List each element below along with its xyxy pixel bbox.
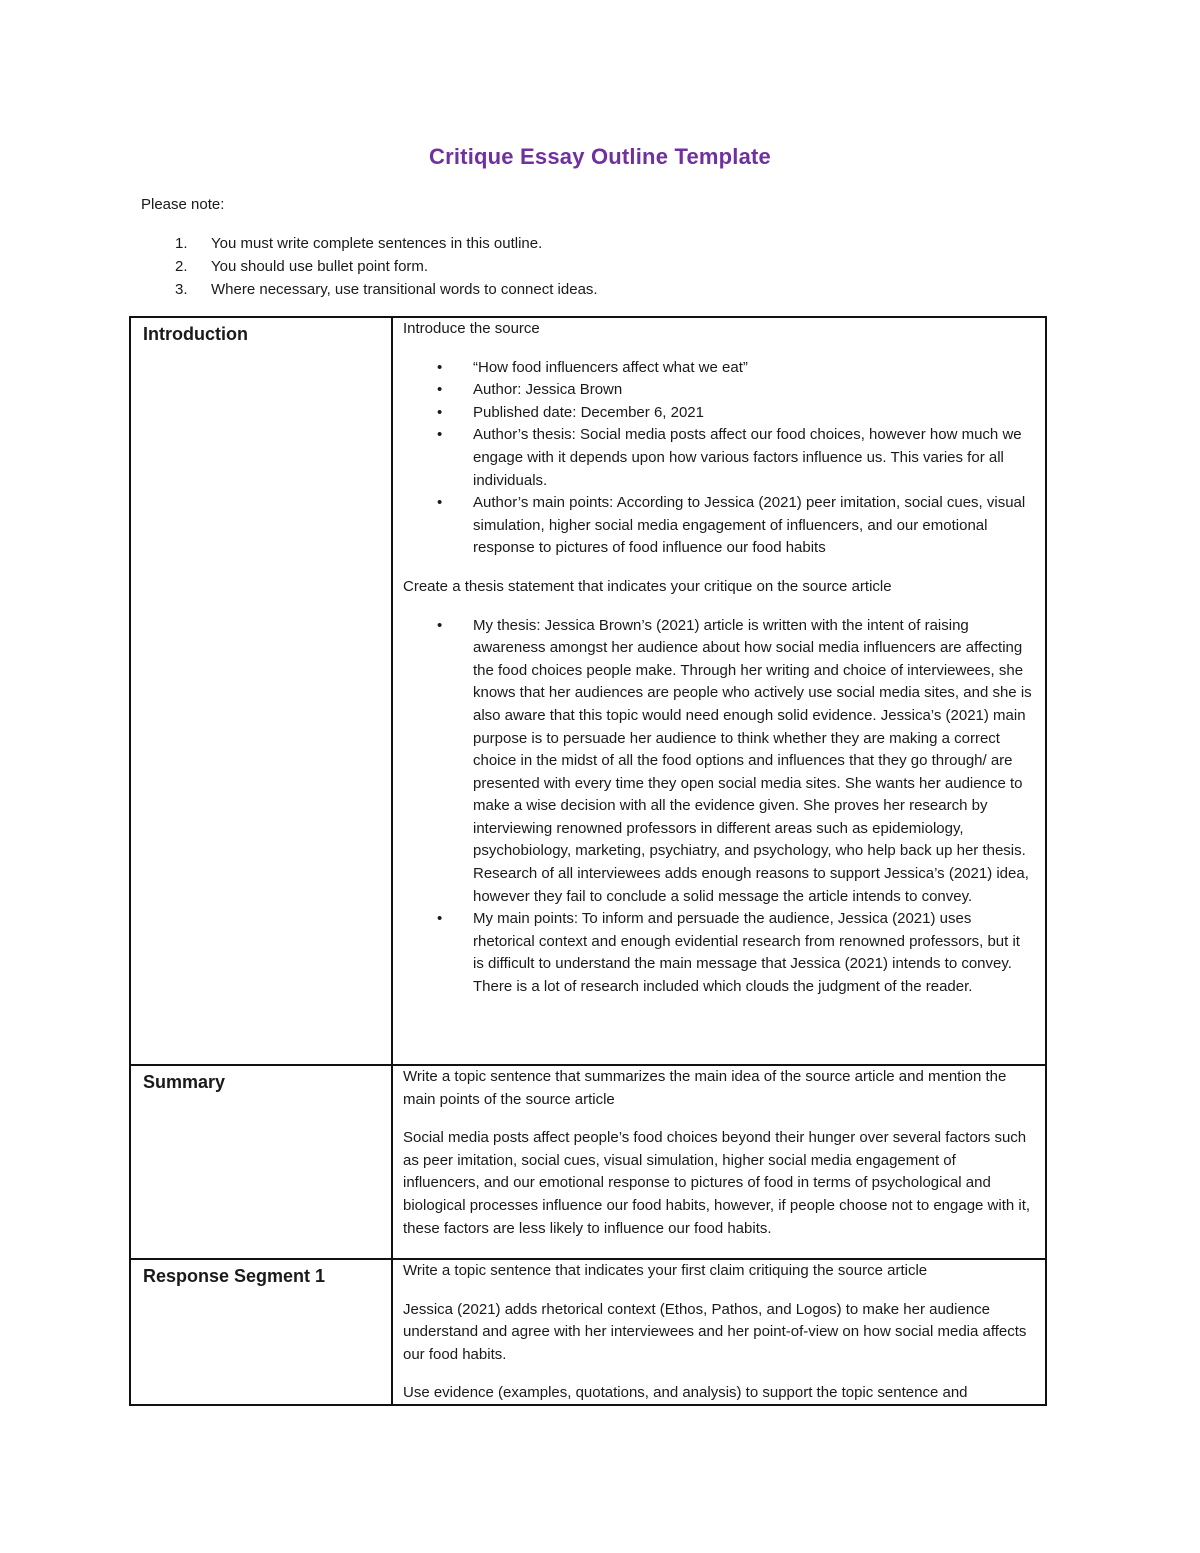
introduction-content — [392, 317, 1046, 1065]
response-segment-1-heading: Response Segment 1 — [130, 1259, 392, 1405]
note-intro: Please note: — [141, 196, 225, 213]
introduction-heading: Introduction — [130, 317, 392, 1065]
note-item: 1. You must write complete sentences in this outline. — [175, 235, 543, 252]
note-item: 3. Where necessary, use transitional words to connect ideas. — [175, 281, 598, 298]
response-segment-1-row — [130, 1259, 1046, 1405]
response-text: Jessica (2021) adds rhetorical context (Ethos, Pathos, and Logos) to make her audience understand and agree with her interviewees and her point-of-view on how social media affects our food habits. — [403, 1300, 1027, 1363]
response-segment-1-content — [392, 1259, 1046, 1405]
document-title: Critique Essay Outline Template — [429, 144, 771, 169]
list-item: • Author’s main points: According to Jessica (2021) peer imitation, social cues, visual simulation, higher social media engagement of influencers, and our emotional response to pictures of food influence our food habits — [473, 492, 1033, 560]
list-item: • Published date: December 6, 2021 — [473, 402, 1033, 425]
note-list — [175, 234, 598, 303]
thesis-prompt: Create a thesis statement that indicates your critique on the source article — [403, 577, 892, 595]
evidence-prompt: Use evidence (examples, quotations, and analysis) to support the topic sentence and — [403, 1384, 968, 1402]
list-item: • My main points: To inform and persuade the audience, Jessica (2021) uses rhetorical context and enough evidential research from renowned professors, but it is difficult to understand the main message that Jessica (2021) intends to convey. There is a lot of research included which clouds the judgment of the reader. — [473, 908, 1033, 998]
summary-prompt: Write a topic sentence that summarizes the main idea of the source article and mention the main points of the source article — [403, 1068, 1007, 1108]
introduction-row — [130, 317, 1046, 1065]
introduce-source-prompt: Introduce the source — [403, 320, 540, 337]
source-bullets — [403, 357, 1033, 560]
thesis-bullets — [403, 615, 1033, 999]
summary-heading: Summary — [130, 1065, 392, 1259]
summary-content — [392, 1065, 1046, 1259]
summary-text: Social media posts affect people’s food choices beyond their hunger over several factors such as peer imitation, social cues, visual simulation, higher social media engagement of influencers, and our emotional response to pictures of food in terms of psychological and biological processes influence our food habits, however, if people choose not to engage with it, these factors are less likely to influence our food habits. — [403, 1129, 1031, 1237]
outline-table — [129, 316, 1047, 1406]
summary-row — [130, 1065, 1046, 1259]
list-item: • Author: Jessica Brown — [473, 379, 1033, 402]
list-item: • “How food influencers affect what we eat” — [473, 357, 1033, 380]
list-item: • Author’s thesis: Social media posts affect our food choices, however how much we engage with it depends upon how various factors influence us. This varies for all individuals. — [473, 424, 1033, 492]
response-prompt: Write a topic sentence that indicates your first claim critiquing the source article — [403, 1262, 928, 1279]
list-item: • My thesis: Jessica Brown’s (2021) article is written with the intent of raising awareness amongst her audience about how social media influencers are affecting the food choices people make. Through her writing and choice of interviewees, she knows that her audiences are people who actively use social media sites, and she is also aware that this topic would need enough solid evidence. Jessica’s (2021) main purpose is to persuade her audience to think whether they are making a correct choice in the midst of all the food options and influences that they go through/ are presented with every time they open social media sites. She wants her audience to make a wise decision with all the evidence given. She proves her research by interviewing renowned professors in different areas such as epidemiology, psychobiology, marketing, psychiatry, and psychology, who help back up her thesis. Research of all interviewees adds enough reasons to support Jessica’s (2021) idea, however they fail to conclude a solid message the article intends to convey. — [473, 615, 1033, 909]
note-item: 2. You should use bullet point form. — [175, 258, 429, 275]
